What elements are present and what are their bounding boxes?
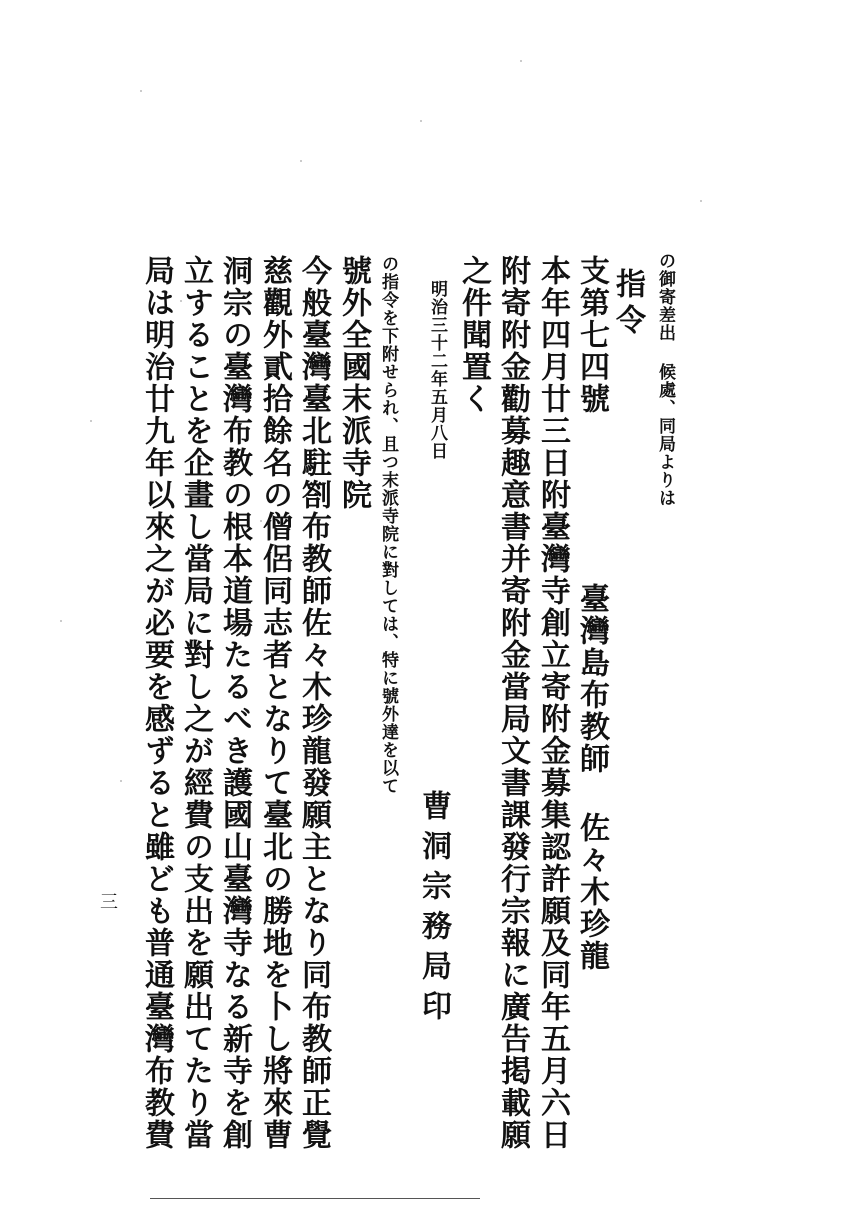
addressee-line: 臺灣島布教師 佐々木珍龍 xyxy=(574,583,609,972)
body-line-9: 局は明治廿九年以來之が必要を感ずると雖ども普通臺灣布教費 xyxy=(139,255,174,1151)
page-number: 三 xyxy=(100,892,118,913)
scan-speck xyxy=(120,780,122,782)
body-line-5: 今般臺灣臺北駐劄布教師佐々木珍龍發願主となり同布教師正覺 xyxy=(296,255,331,1151)
heading-shirei: 指令 xyxy=(610,268,645,340)
scan-speck xyxy=(60,620,62,622)
body-line-4: 號外全國末派寺院 xyxy=(336,255,371,511)
scan-speck xyxy=(140,90,142,92)
body-line-7: 洞宗の臺灣布教の根本道場たるべき護國山臺灣寺なる新寺を創 xyxy=(217,255,252,1151)
intro-line-2: の指令を下附せられ、且つ末派寺院に對しては、特に號外達を以て xyxy=(378,255,398,795)
scan-speck xyxy=(700,200,702,202)
bottom-rule xyxy=(150,1198,480,1199)
body-line-1: 本年四月廿三日附臺灣寺創立寄附金募集認許願及同年五月六日 xyxy=(535,255,570,1151)
office-seal-line: 曹洞宗務局印 xyxy=(416,790,451,1030)
body-line-2: 附寄附金勸募趣意書并寄附金當局文書課發行宗報に廣告掲載願 xyxy=(495,255,530,1151)
body-line-8: 立することを企畫し當局に對し之が經費の支出を願出てたり當 xyxy=(178,255,213,1151)
scan-speck xyxy=(520,60,522,62)
body-line-3: 之件聞置く xyxy=(456,255,491,415)
scan-speck xyxy=(90,420,92,422)
date-line: 明治三十二年五月八日 xyxy=(427,280,447,460)
document-number: 支第七四號 xyxy=(574,255,609,415)
scan-speck xyxy=(300,160,302,162)
intro-fragment-line: の御寄差出 候處、同局よりは xyxy=(655,252,675,507)
scan-speck xyxy=(420,120,422,122)
body-line-6: 慈觀外貳拾餘名の僧侶同志者となりて臺北の勝地を卜し將來曹 xyxy=(257,255,292,1151)
